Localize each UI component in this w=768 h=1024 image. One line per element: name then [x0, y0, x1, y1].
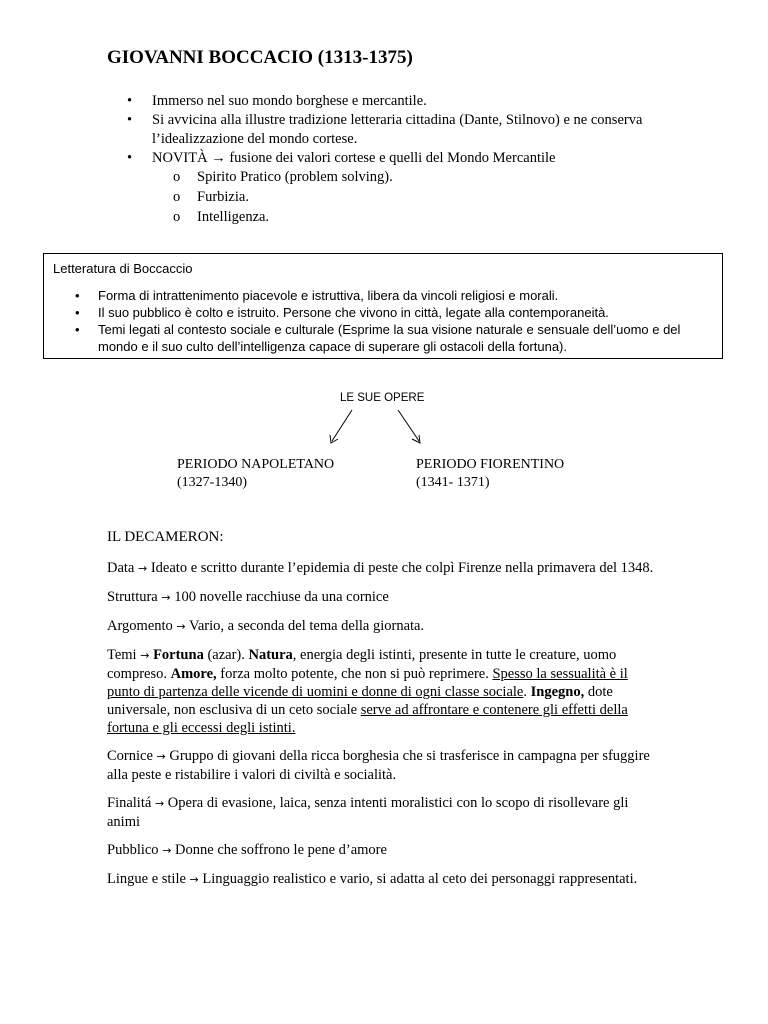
temi-amore-text: forza molto potente, che non si può reprimere. [220, 666, 489, 682]
entry-text: Donne che soffrono le pene d’amore [175, 842, 387, 858]
entry-data [107, 559, 662, 578]
temi-fortuna-note: (azar). [207, 647, 245, 663]
list-item [107, 149, 697, 228]
list-item-text: NOVITÀ → fusione dei valori cortese e quelli del Mondo Mercantile [152, 150, 556, 166]
box-title: Letteratura di Boccaccio [53, 261, 193, 276]
period-name: PERIODO FIORENTINO [416, 457, 565, 472]
entry-text: Linguaggio realistico e vario, si adatta al ceto dei personaggi rappresentati. [202, 871, 638, 887]
box-list [53, 287, 713, 355]
right-arrow-icon: → [154, 797, 165, 810]
entry-label: Data [107, 560, 135, 576]
entry-label: Temi [107, 647, 137, 663]
entry-label: Cornice [107, 748, 153, 764]
right-arrow-icon: → [140, 649, 150, 662]
box-list-item-text: Temi legati al contesto sociale e culturale (Esprime la sua visione naturale e sensuale dell’uomo e del mondo e il suo culto dell’intelligenza capace di superare gli ostacoli della fortuna). [98, 322, 681, 354]
entry-text: 100 novelle racchiuse da una cornice [174, 589, 389, 605]
entry-argomento [107, 617, 662, 636]
bullet-icon: • [75, 288, 80, 303]
circle-bullet-icon: o [173, 189, 181, 205]
list-item [107, 92, 697, 111]
sub-list-item-text: Furbizia. [197, 189, 249, 205]
box-list-item [53, 287, 713, 304]
temi-natura: Natura [248, 647, 293, 663]
list-item-text: Si avvicina alla illustre tradizione letteraria cittadina (Dante, Stilnovo) e ne conserva l’idealizzazione del mondo cortese. [152, 112, 643, 147]
entry-label: Finalitá [107, 795, 152, 811]
sub-list-item [152, 168, 697, 188]
period-fiorentino [416, 456, 564, 492]
right-arrow-icon: → [161, 591, 171, 604]
sub-list-item-text: Spirito Pratico (problem solving). [197, 169, 393, 185]
circle-bullet-icon: o [173, 169, 181, 185]
period-years: (1327-1340) [177, 475, 247, 490]
bullet-icon: • [127, 112, 133, 128]
sub-list-item-text: Intelligenza. [197, 209, 270, 225]
entry-label: Lingue e stile [107, 871, 186, 887]
box-list-item [53, 304, 713, 321]
temi-period: . [523, 684, 527, 700]
temi-ingegno-underline: serve ad affrontare e contenere gli effetti della fortuna e gli eccessi degli istinti. [107, 702, 628, 736]
period-name: PERIODO NAPOLETANO [177, 457, 335, 472]
right-arrow-icon: → [176, 620, 186, 633]
arrow-right-icon [398, 410, 419, 441]
right-arrow-icon: → [138, 562, 148, 575]
entry-text: Ideato e scritto durante l’epidemia di peste che colpì Firenze nella primavera del 1348. [150, 560, 654, 576]
box-list-item-text: Il suo pubblico è colto e istruito. Persone che vivono in città, legate alla contemporaneità. [98, 305, 609, 320]
list-item [107, 111, 697, 149]
entry-label: Argomento [107, 618, 173, 634]
sub-list-item [152, 208, 697, 228]
right-arrow-icon: → [162, 844, 172, 857]
entry-temi [107, 646, 662, 737]
list-item-text: Immerso nel suo mondo borghese e mercantile. [152, 93, 427, 109]
entry-text: Gruppo di giovani della ricca borghesia che si trasferisce in campagna per sfuggire alla peste e ristabilire i valori di civiltà e socialità. [107, 748, 650, 783]
decameron-heading: IL DECAMERON: [107, 529, 224, 545]
temi-ingegno: Ingegno, [530, 684, 585, 700]
intro-list [107, 92, 697, 228]
circle-bullet-icon: o [173, 209, 181, 225]
diagram-arrows [320, 408, 430, 448]
bullet-icon: • [127, 150, 133, 166]
entry-text: Opera di evasione, laica, senza intenti moralistici con lo scopo di risollevare gli animi [107, 795, 629, 830]
period-years: (1341- 1371) [416, 475, 490, 490]
temi-ingegno-text: dote universale, non esclusiva di un ceto sociale [107, 684, 613, 718]
entry-struttura [107, 588, 662, 607]
letteratura-box [43, 253, 723, 359]
page-title: GIOVANNI BOCCACIO (1313-1375) [107, 47, 413, 68]
temi-fortuna: Fortuna [153, 647, 204, 663]
arrow-left-icon [332, 410, 352, 441]
bullet-icon: • [75, 322, 80, 337]
sub-list-item [152, 188, 697, 208]
temi-natura-text: , energia degli istinti, presente in tutte le creature, uomo compreso. [107, 647, 617, 682]
box-list-item-text: Forma di intrattenimento piacevole e istruttiva, libera da vincoli religiosi e morali. [98, 288, 559, 303]
temi-amore-underline: Spesso la sessualità è il punto di partenza delle vicende di uomini e donne di ogni classe sociale [107, 666, 628, 700]
entry-text: Vario, a seconda del tema della giornata. [189, 618, 425, 634]
entry-cornice [107, 747, 662, 784]
entry-pubblico [107, 841, 662, 860]
entry-label: Struttura [107, 589, 158, 605]
box-list-item [53, 321, 713, 355]
right-arrow-icon: → [156, 750, 166, 763]
entry-finalita [107, 794, 662, 831]
decameron-entries [107, 559, 662, 899]
period-napoletano [177, 456, 334, 492]
sub-list [152, 168, 697, 228]
opere-label: LE SUE OPERE [340, 392, 425, 404]
right-arrow-icon: → [189, 873, 199, 886]
arrow-left-head-icon [330, 435, 338, 443]
bullet-icon: • [127, 93, 133, 109]
temi-amore: Amore, [170, 666, 217, 682]
bullet-icon: • [75, 305, 80, 320]
entry-lingue [107, 870, 662, 889]
entry-label: Pubblico [107, 842, 159, 858]
